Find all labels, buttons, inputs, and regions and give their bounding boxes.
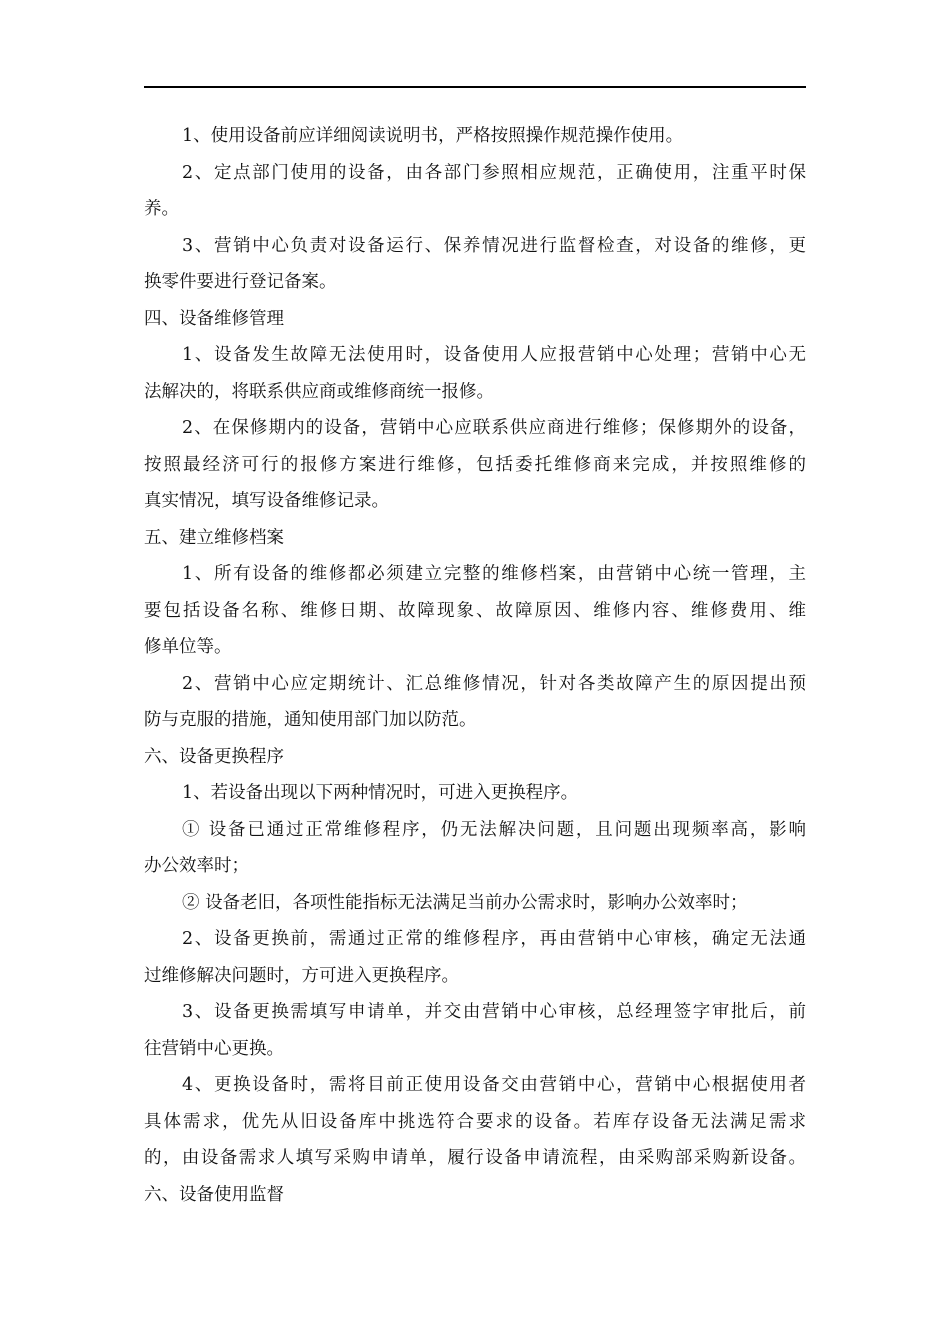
paragraph-line: 防与克服的措施，通知使用部门加以防范。 [144, 710, 477, 730]
section-heading: 六、设备更换程序 [144, 746, 284, 767]
paragraph-line: 具体需求，优先从旧设备库中挑选符合要求的设备。若库存设备无法满足需求 [144, 1111, 806, 1132]
paragraph-line: 法解决的，将联系供应商或维修商统一报修。 [144, 381, 494, 402]
paragraph-line: 1、设备发生故障无法使用时，设备使用人应报营销中心处理；营销中心无 [182, 345, 806, 365]
section-heading: 五、建立维修档案 [144, 527, 284, 548]
paragraph-line: 4、更换设备时，需将目前正使用设备交由营销中心，营销中心根据使用者 [182, 1075, 806, 1095]
paragraph-line: 1、若设备出现以下两种情况时，可进入更换程序。 [182, 783, 579, 803]
paragraph-line: ① 设备已通过正常维修程序，仍无法解决问题，且问题出现频率高，影响 [182, 819, 806, 840]
paragraph-line: 养。 [144, 199, 179, 219]
paragraph-line: 的，由设备需求人填写采购申请单，履行设备申请流程，由采购部采购新设备。 [144, 1148, 806, 1168]
paragraph-line: 2、在保修期内的设备，营销中心应联系供应商进行维修；保修期外的设备， [182, 418, 806, 438]
paragraph-line: 往营销中心更换。 [144, 1038, 284, 1059]
paragraph-line: 修单位等。 [144, 637, 232, 657]
paragraph-line: 1、所有设备的维修都必须建立完整的维修档案，由营销中心统一管理，主 [182, 564, 806, 584]
paragraph-line: 要包括设备名称、维修日期、故障现象、故障原因、维修内容、维修费用、维 [144, 600, 806, 621]
paragraph-line: 3、营销中心负责对设备运行、保养情况进行监督检查，对设备的维修，更 [182, 235, 806, 256]
document-body [144, 118, 806, 1213]
header-rule [144, 86, 806, 88]
paragraph-line: 1、使用设备前应详细阅读说明书，严格按照操作规范操作使用。 [182, 126, 684, 146]
paragraph-line: 2、设备更换前，需通过正常的维修程序，再由营销中心审核，确定无法通 [182, 929, 806, 949]
section-heading: 六、设备使用监督 [144, 1184, 284, 1205]
paragraph-line: 过维修解决问题时，方可进入更换程序。 [144, 965, 459, 986]
paragraph-line: 真实情况，填写设备维修记录。 [144, 491, 389, 511]
paragraph-line: 按照最经济可行的报修方案进行维修，包括委托维修商来完成，并按照维修的 [144, 454, 806, 475]
section-heading: 四、设备维修管理 [144, 308, 284, 329]
paragraph-line: ② 设备老旧，各项性能指标无法满足当前办公需求时，影响办公效率时； [182, 892, 748, 913]
paragraph-line: 3、设备更换需填写申请单，并交由营销中心审核，总经理签字审批后，前 [182, 1002, 806, 1022]
paragraph-line: 换零件要进行登记备案。 [144, 272, 337, 292]
paragraph-line: 办公效率时； [144, 856, 249, 876]
paragraph-line: 2、定点部门使用的设备，由各部门参照相应规范，正确使用，注重平时保 [182, 162, 806, 183]
paragraph-line: 2、营销中心应定期统计、汇总维修情况，针对各类故障产生的原因提出预 [182, 673, 806, 694]
